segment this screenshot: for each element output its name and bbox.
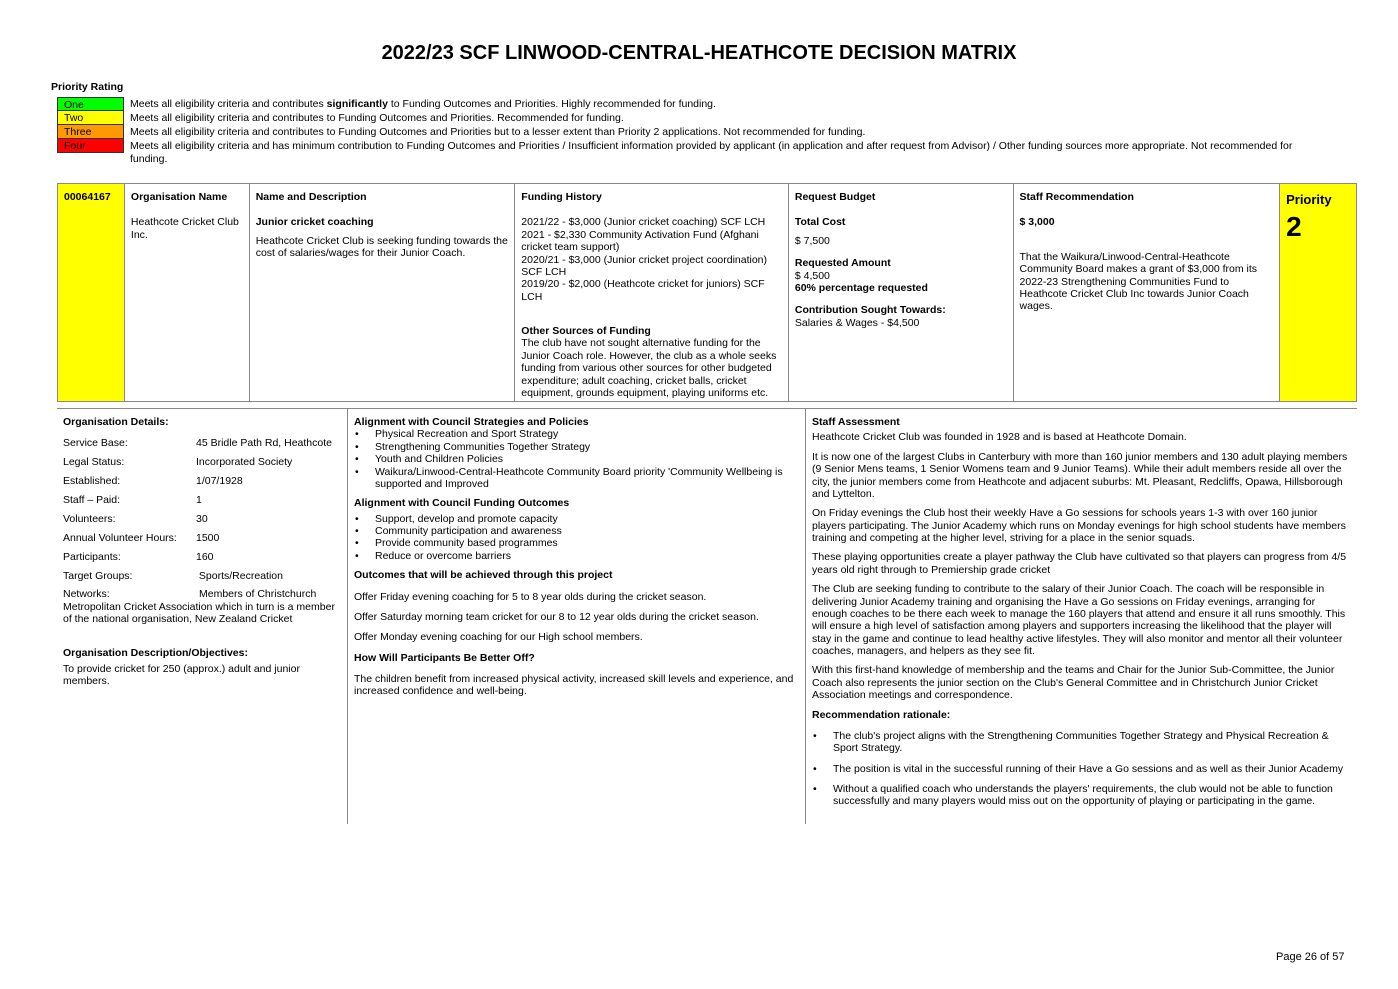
project-name: Junior cricket coaching xyxy=(255,216,374,229)
better-off-heading: How Will Participants Be Better Off? xyxy=(354,651,535,664)
priority-rating-row xyxy=(57,125,1317,139)
page-number: Page 26 of 57 xyxy=(1276,951,1345,963)
project-description: Heathcote Cricket Club is seeking funding towards the cost of salaries/wages for their Junior Coach. xyxy=(255,234,508,260)
total-cost-value: $ 7,500 xyxy=(794,234,830,247)
priority-description: Meets all eligibility criteria and contributes to Funding Outcomes and Priorities. Recommended for funding. xyxy=(130,112,624,124)
priority-swatch: Three xyxy=(57,125,124,139)
outcomes-list xyxy=(354,513,799,563)
priority-rating-row xyxy=(57,139,1317,166)
list-item: • The position is vital in the successful running of their Have a Go sessions and as well as their Junior Academy xyxy=(812,763,1351,775)
priority-swatch: One xyxy=(57,97,124,111)
achieved-item: Offer Friday evening coaching for 5 to 8 year olds during the cricket season. xyxy=(354,590,707,603)
detail-value: 1500 xyxy=(196,531,220,544)
total-cost-label: Total Cost xyxy=(794,216,846,229)
list-item: • Reduce or overcome barriers xyxy=(354,550,799,562)
other-sources-heading: Other Sources of Funding xyxy=(521,325,651,337)
requested-amount-label: Requested Amount xyxy=(794,257,891,270)
priority-column xyxy=(1280,184,1356,401)
priority-rating-row xyxy=(57,97,1317,111)
objectives-text: To provide cricket for 250 (approx.) adult and junior members. xyxy=(63,662,300,688)
assessment-section xyxy=(57,408,1357,824)
name-description-column xyxy=(250,184,516,401)
requested-amount-value: $ 4,500 xyxy=(794,269,830,282)
detail-row xyxy=(63,475,341,487)
priority-value: 2 xyxy=(1286,211,1302,243)
detail-row xyxy=(63,513,341,525)
percentage-requested: 60% percentage requested xyxy=(794,281,928,294)
assessment-paragraph: With this first-hand knowledge of membership and the teams and Chair for the Junior Sub-Committee, the Junior Coach also represents the junior section on the Club's General Committee and in Christchurch Junior Cricket Association meetings and correspondence. xyxy=(812,664,1335,702)
priority-swatch: Four xyxy=(57,139,124,153)
detail-value: Incorporated Society xyxy=(196,456,293,469)
list-item: • Youth and Children Policies xyxy=(354,453,799,465)
strategies-list xyxy=(354,428,799,490)
detail-value: 45 Bridle Path Rd, Heathcote xyxy=(196,437,332,450)
list-item: • Support, develop and promote capacity xyxy=(354,513,799,525)
assessment-paragraph: The Club are seeking funding to contribute to the salary of their Junior Coach. The coach will be responsible in delivering Junior Academy training and organising the Have a Go sessions on Friday evenings, arranging for enough coaches to be there each week to manage the 160 players that attend and ensure it all runs smoothly. This will ensure a high level of satisfaction among players and supporters increasing the likelihood that the player will stay in the game and continue to lead healthy active lifestyles. They will also monitor and mentor all their volunteer coaches, managers, and helpers as they see fit. xyxy=(812,583,1346,657)
contribution-label: Contribution Sought Towards: xyxy=(794,304,946,317)
list-item: • Community participation and awareness xyxy=(354,525,799,537)
detail-label: Established: xyxy=(63,475,121,488)
list-item: • Without a qualified coach who understands the players' requirements, the club would not be able to function successfully and many players would miss out on the opportunity of playing or participating in the game. xyxy=(812,783,1351,808)
column-heading: Staff Recommendation xyxy=(1019,191,1134,203)
networks-label: Networks: xyxy=(63,588,110,601)
detail-label: Participants: xyxy=(63,550,121,563)
detail-label: Annual Volunteer Hours: xyxy=(63,531,177,544)
detail-value: 160 xyxy=(196,550,214,563)
application-id: 00064167 xyxy=(58,184,125,401)
column-heading: Funding History xyxy=(521,191,602,203)
alignment-column xyxy=(348,409,806,824)
priority-description: Meets all eligibility criteria and contributes to Funding Outcomes and Priorities but to a lesser extent than Priority 2 applications. Not recommended for funding. xyxy=(130,126,866,138)
networks xyxy=(63,588,341,625)
page-title: 2022/23 SCF LINWOOD-CENTRAL-HEATHCOTE DECISION MATRIX xyxy=(381,42,1017,64)
priority-label: Priority xyxy=(1286,192,1332,207)
organisation-details-column xyxy=(57,409,348,824)
list-item: • Physical Recreation and Sport Strategy xyxy=(354,428,799,440)
detail-row xyxy=(63,551,341,563)
assessment-paragraph: These playing opportunities create a player pathway the Club have cultivated so that players can progress from 4/5 years old right through to Premiership grade cricket xyxy=(812,551,1347,576)
priority-description: Meets all eligibility criteria and has minimum contribution to Funding Outcomes and Priorities / Insufficient information provided by applicant (in application and after request from Advisor) / Other funding sources more appropriate. Not recommended for funding. xyxy=(130,140,1293,165)
rationale-list xyxy=(812,730,1351,808)
detail-row xyxy=(63,456,341,468)
networks-value: Members of Christchurch Metropolitan Cricket Association which in turn is a member of the national organisation, New Zealand Cricket xyxy=(63,588,335,626)
detail-label: Volunteers: xyxy=(63,512,116,525)
achieved-heading: Outcomes that will be achieved through this project xyxy=(354,569,613,582)
priority-rating-row xyxy=(57,111,1317,125)
column-heading: Organisation Name xyxy=(130,191,228,203)
other-sources: The club have not sought alternative funding for the Junior Coach role. However, the club as a whole seeks funding from various other sources for other budgeted expenditure; adult coaching, cricket balls, cricket equipment, grounds equipment, playing uniforms etc. xyxy=(521,337,777,399)
funding-history: 2021/22 - $3,000 (Junior cricket coaching) SCF LCH 2021 - $2,330 Community Activation Fund (Afghani cricket team support) 2020/21 - $3,000 (Junior cricket project coordination) SCF LCH 2019/20 - $2,000 (Heathcote cricket for juniors) SCF LCH xyxy=(521,216,768,303)
detail-row xyxy=(63,532,341,544)
objectives-heading: Organisation Description/Objectives: xyxy=(63,646,248,659)
list-item: • Provide community based programmes xyxy=(354,537,799,549)
priority-description: Meets all eligibility criteria and contributes significantly to Funding Outcomes and Priorities. Highly recommended for funding. xyxy=(130,98,716,110)
list-item: • Waikura/Linwood-Central-Heathcote Community Board priority 'Community Wellbeing is supported and Improved xyxy=(354,466,799,491)
recommended-amount: $ 3,000 xyxy=(1019,216,1055,229)
column-heading: Name and Description xyxy=(255,191,367,203)
strategies-heading: Alignment with Council Strategies and Policies xyxy=(354,416,589,428)
staff-recommendation-column xyxy=(1014,184,1281,401)
list-item: • Strengthening Communities Together Strategy xyxy=(354,441,799,453)
recommendation-text: That the Waikura/Linwood-Central-Heathcote Community Board makes a grant of $3,000 from its 2022-23 Strengthening Communities Fund to Heathcote Cricket Club Inc towards Junior Coach wages. xyxy=(1019,250,1258,313)
assessment-paragraph: On Friday evenings the Club host their weekly Have a Go sessions for schools years 1-3 with over 160 junior players participating. The Junior Academy which runs on Monday evenings for high school students have members training and competing at the higher level, striving for a place in the senior squads. xyxy=(812,507,1346,544)
better-off-text: The children benefit from increased physical activity, increased skill levels and experience, and increased confidence and well-being. xyxy=(354,673,794,698)
application-summary-table xyxy=(57,183,1357,402)
request-budget-column xyxy=(789,184,1014,401)
rationale-heading: Recommendation rationale: xyxy=(812,708,951,721)
assessment-paragraph: It is now one of the largest Clubs in Canterbury with more than 160 junior members and 130 adult playing members (9 Senior Mens teams, 1 Senior Womens team and 9 Junior Teams). While their adult members reside all over the city, the junior members come from Heathcote and adjacent suburbs: Mt. Pleasant, Redcliffs, Opawa, Hillsborough and Lyttelton. xyxy=(812,450,1348,500)
staff-assessment-column xyxy=(806,409,1357,824)
organisation-name-column xyxy=(125,184,250,401)
detail-value: Sports/Recreation xyxy=(196,569,283,582)
outcomes-heading: Alignment with Council Funding Outcomes xyxy=(354,497,570,510)
detail-value: 1/07/1928 xyxy=(196,475,243,488)
funding-history-column xyxy=(515,184,789,401)
detail-label: Target Groups: xyxy=(63,569,133,582)
achieved-item: Offer Monday evening coaching for our High school members. xyxy=(354,631,643,644)
detail-row xyxy=(63,570,341,582)
detail-label: Legal Status: xyxy=(63,456,125,469)
priority-rating-heading: Priority Rating xyxy=(51,81,124,93)
priority-swatch: Two xyxy=(57,111,124,125)
column-heading: Request Budget xyxy=(794,191,876,203)
detail-value: 1 xyxy=(196,494,202,506)
staff-assessment-heading: Staff Assessment xyxy=(812,416,900,428)
organisation-name: Heathcote Cricket Club Inc. xyxy=(130,216,239,241)
detail-row xyxy=(63,437,341,449)
detail-label: Service Base: xyxy=(63,437,128,450)
detail-value: 30 xyxy=(196,512,208,525)
contribution-value: Salaries & Wages - $4,500 xyxy=(794,316,920,329)
organisation-details-heading: Organisation Details: xyxy=(63,416,169,428)
detail-row xyxy=(63,494,341,506)
list-item: • The club's project aligns with the Strengthening Communities Together Strategy and Physical Recreation & Sport Strategy. xyxy=(812,730,1351,755)
detail-label: Staff – Paid: xyxy=(63,494,121,506)
achieved-item: Offer Saturday morning team cricket for our 8 to 12 year olds during the cricket season. xyxy=(354,610,759,623)
priority-rating-legend xyxy=(57,97,1317,166)
assessment-paragraph: Heathcote Cricket Club was founded in 1928 and is based at Heathcote Domain. xyxy=(812,431,1187,444)
